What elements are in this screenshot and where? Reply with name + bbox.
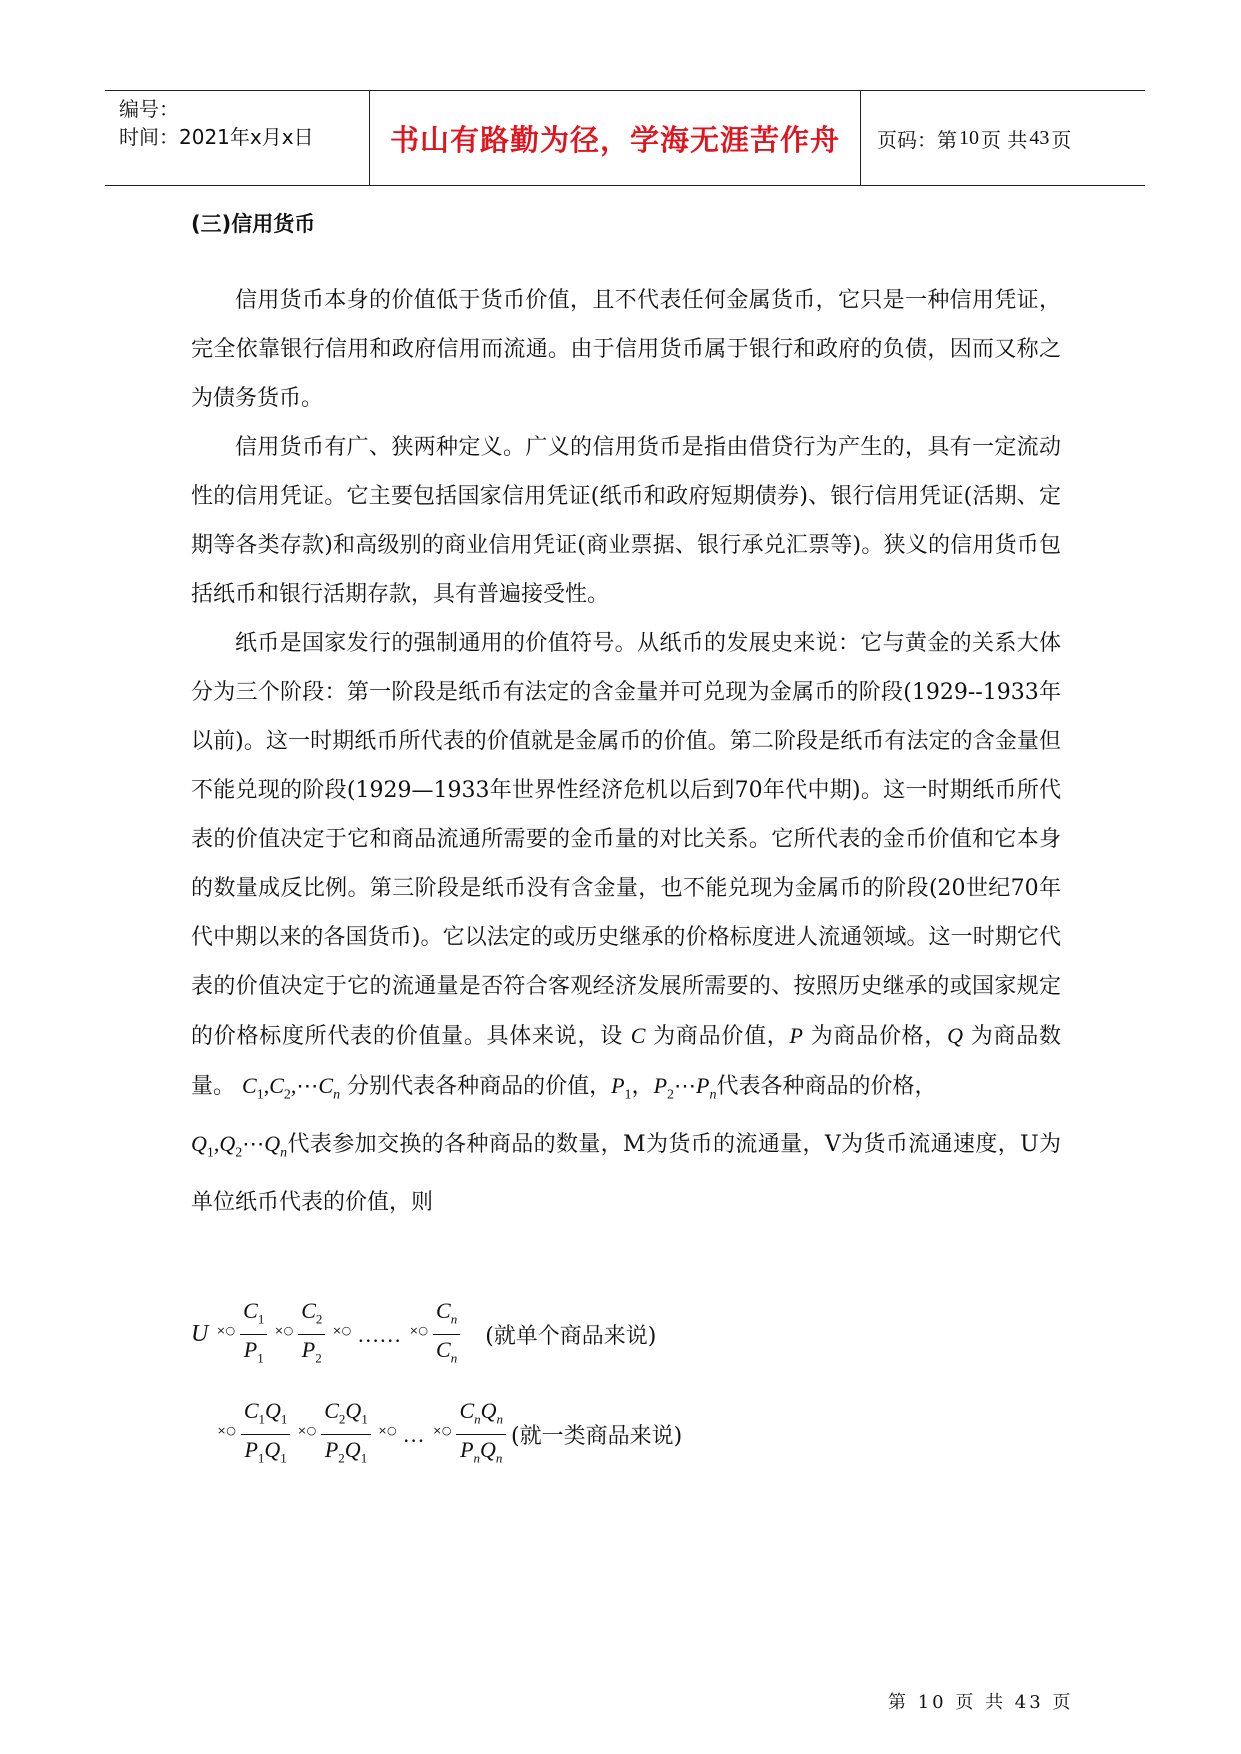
formula-commodity-class: ×○ $\frac{C_1Q_1}{P_1Q_1}$ ×○ $\frac{C_2Q_1}{P_2Q_1}$ ×○ … ×○ $\frac{C_nQ_n}{P_nQ_n}$ (就一类商品来说) [217,1398,683,1466]
formula-single-commodity: U ×○ $\frac{C_1}{P_1}$ ×○ $\frac{C_2}{P_2}$ ×○ …… ×○ $\frac{C_n}{C_n}$ (就单个商品来说) [191,1298,657,1366]
header-motto: 书山有路勤为径，学海无涯苦作舟 [389,122,840,157]
paragraph-3-text-g: 代表参加交换的各种商品的数量，M为货币的流通量，V为货币流通速度，U为单位纸币代表的价值，则 [191,1132,1061,1215]
page-mid: 页 共 [981,127,1028,152]
paragraph-3-text-c: 为商品价格， [810,1024,948,1049]
page-prefix: 页码：第 [877,127,957,152]
page-number: 10 [959,126,979,149]
header-page-info [861,91,1145,185]
page-suffix: 页 [1051,127,1072,152]
page-footer: 第 10 页 共 43 页 [888,1692,1074,1713]
header-motto-cell [369,91,861,185]
paragraph-3: 纸币是国家发行的强制通用的价值符号。从纸币的发展史来说：它与黄金的关系大体分为三个阶段：第一阶段是纸币有法定的含金量并可兑现为金属币的阶段(1929--1933年以前)。这一时期纸币所代表的价值就是金属币的价值。第二阶段是纸币有法定的含金量但不能兑现的阶段(1929—1933年世界性经济危机以后到70年代中期)。这一时期纸币所代表的价值决定于它和商品流通所需要的金币量的对比关系。它所代表的金币价值和它本身的数量成反比例。第三阶段是纸币没有含金量，也不能兑现为金属币的阶段(20世纪70年代中期以来的各国货币)。它以法定的或历史继承的价格标度进人流通领域。这一时期它代表的价值决定于它的流通量是否符合客观经济发展所需要的、按照历史继承的或国家规定的价格标度所代表的价值量。具体来说，设 C 为商品价值，P 为商品价格，Q 为商品数量。 $C_1,C_2,\cdots C_n$ 分别代表各种商品的价值，$P_1$，$P_2\cdots P_n$代表各种商品的价格， $Q_1,Q_2\cdots Q_n$代表参加交换的各种商品的数量，M为货币的流通量，V为货币流通速度，U为单位纸币代表的价值，则 [191,631,1061,1215]
document-body [191,208,1061,1227]
paragraph-3-text-a: 纸币是国家发行的强制通用的价值符号。从纸币的发展史来说：它与黄金的关系大体分为三个阶段：第一阶段是纸币有法定的含金量并可兑现为金属币的阶段(1929--1933年以前)。这一时期纸币所代表的价值就是金属币的价值。第二阶段是纸币有法定的含金量但不能兑现的阶段(1929—1933年世界性经济危机以后到70年代中期)。这一时期纸币所代表的价值决定于它和商品流通所需要的金币量的对比关系。它所代表的金币价值和它本身的数量成反比例。第三阶段是纸币没有含金量，也不能兑现为金属币的阶段(20世纪70年代中期以来的各国货币)。它以法定的或历史继承的价格标度进人流通领域。这一时期它代表的价值决定于它的流通量是否符合客观经济发展所需要的、按照历史继承的或国家规定的价格标度所代表的价值量。具体来说，设 [191,631,1061,1049]
page-header [105,90,1145,186]
paragraph-3-text-b: 为商品价值， [653,1024,790,1049]
paragraph-1: 信用货币本身的价值低于货币价值，且不代表任何金属货币，它只是一种信用凭证，完全依靠银行信用和政府信用而流通。由于信用货币属于银行和政府的负债，因而又称之为债务货币。 [191,288,1061,411]
page-total: 43 [1029,126,1050,149]
document-time: 时间：2021年x月x日 [119,125,314,149]
header-meta [105,91,369,185]
paragraph-2: 信用货币有广、狭两种定义。广义的信用货币是指由借贷行为产生的，具有一定流动性的信用凭证。它主要包括国家信用凭证(纸币和政府短期债券)、银行信用凭证(活期、定期等各类存款)和高级别的商业信用凭证(商业票据、银行承兑汇票等)。狭义的信用货币包括纸币和银行活期存款，具有普遍接受性。 [191,435,1061,607]
paragraph-3-text-d: 为商品数量。 [191,1024,1061,1099]
paragraph-3-text-e: 分别代表各种商品的价值， [347,1074,612,1099]
formula-1-note: (就单个商品来说) [485,1324,657,1350]
section-heading: (三)信用货币 [191,212,316,236]
document-number-label: 编号： [119,97,179,121]
formula-2-note: (就一类商品来说) [511,1424,683,1450]
paragraph-3-text-f: 代表各种商品的价格， [716,1074,937,1099]
